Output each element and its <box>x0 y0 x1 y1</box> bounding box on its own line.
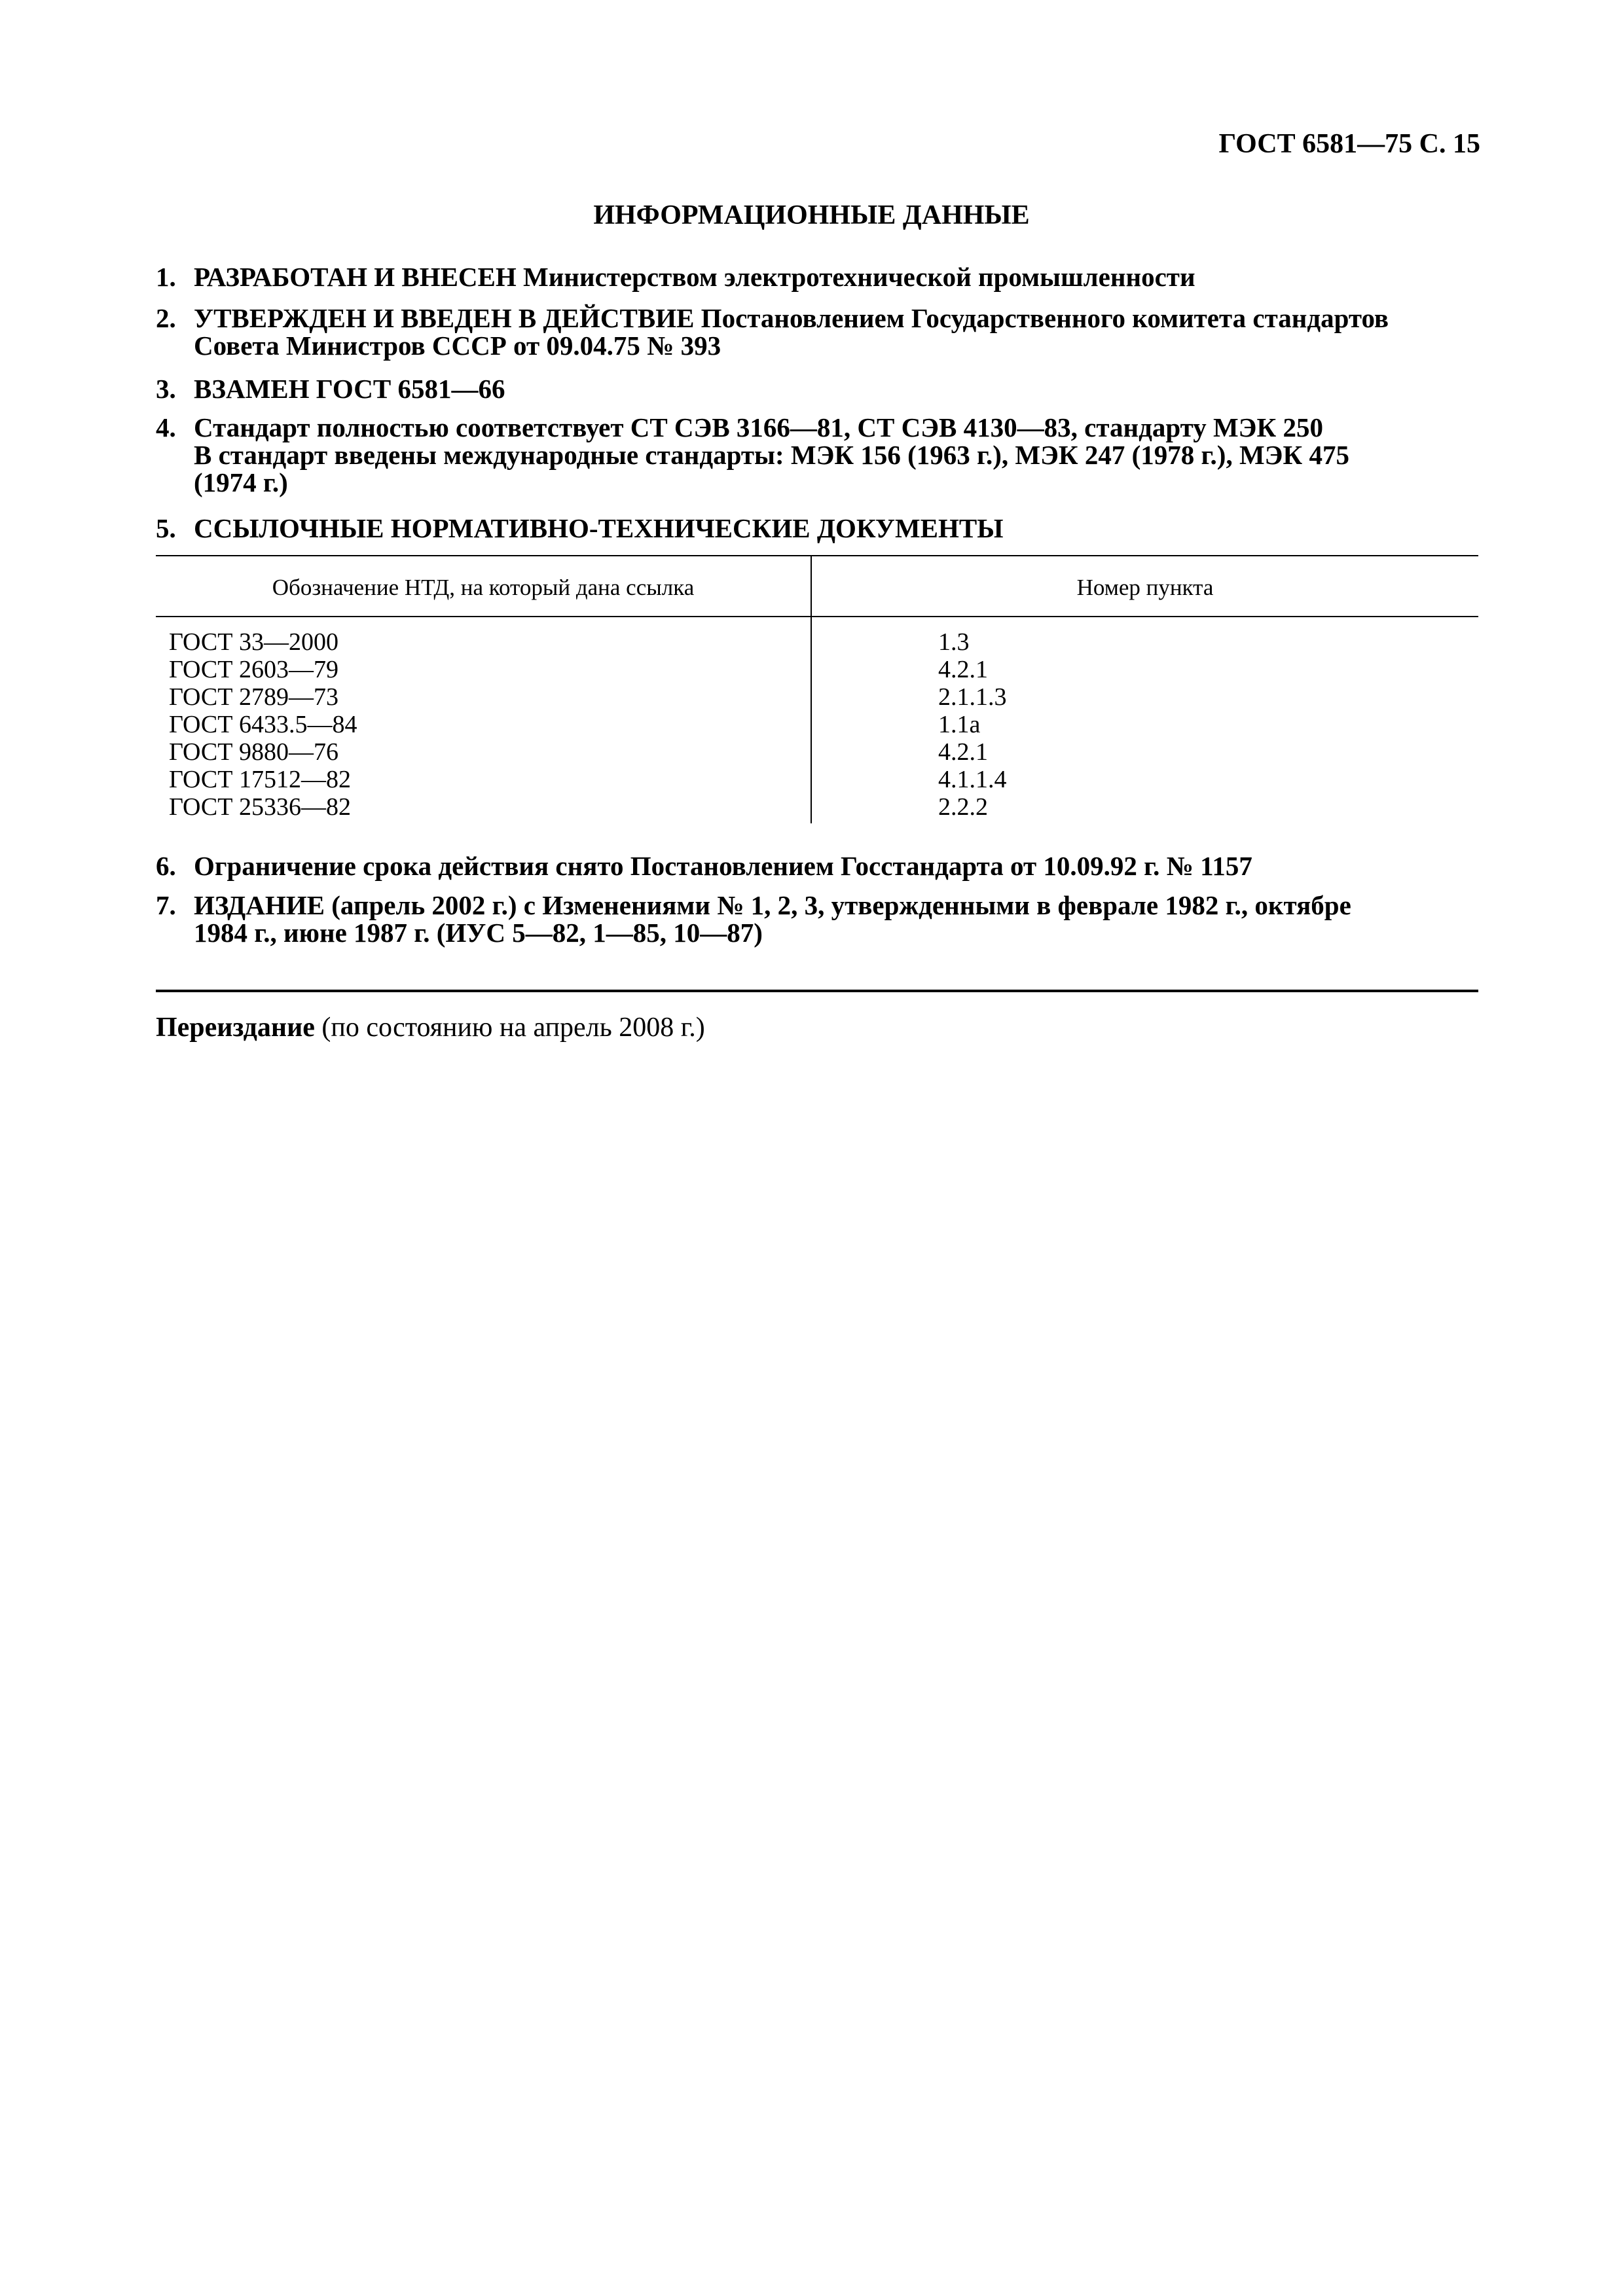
info-item-6 <box>156 852 1478 880</box>
item-text: РАЗРАБОТАН И ВНЕСЕН Министерством электротехнической промышленности <box>194 262 1195 292</box>
reissue-note <box>156 1012 705 1043</box>
item-number: 1. <box>156 262 176 292</box>
table-cell-clause: 2.2.2 <box>938 793 988 821</box>
table-cell-clause: 2.1.1.3 <box>938 683 1007 711</box>
table-cell-clause: 1.3 <box>938 628 970 656</box>
table-cell-document: ГОСТ 9880—76 <box>169 738 338 766</box>
table-row <box>156 656 1478 683</box>
item-text-continuation: (1974 г.) <box>194 467 288 497</box>
reissue-text: (по состоянию на апрель 2008 г.) <box>314 1013 705 1043</box>
table-top-rule <box>156 555 1478 556</box>
item-number: 3. <box>156 374 176 404</box>
page-title: ИНФОРМАЦИОННЫЕ ДАННЫЕ <box>593 200 1030 230</box>
reissue-label: Переиздание <box>156 1013 315 1043</box>
item-text-continuation: В стандарт введены международные стандарты: МЭК 156 (1963 г.), МЭК 247 (1978 г.), МЭК 475 <box>194 440 1349 470</box>
info-item-2 <box>156 304 1478 359</box>
item-text: Ограничение срока действия снято Постановлением Госстандарта от 10.09.92 г. № 1157 <box>194 851 1252 881</box>
item-text: ИЗДАНИЕ (апрель 2002 г.) с Изменениями № 1, 2, 3, утвержденными в феврале 1982 г., октябре <box>194 890 1351 920</box>
info-item-7 <box>156 891 1478 946</box>
info-item-1 <box>156 263 1478 291</box>
table-row <box>156 628 1478 656</box>
table-cell-document: ГОСТ 33—2000 <box>169 628 338 656</box>
item-text-continuation: Совета Министров СССР от 09.04.75 № 393 <box>194 331 721 361</box>
item-text: УТВЕРЖДЕН И ВВЕДЕН В ДЕЙСТВИЕ Постановлением Государственного комитета стандартов <box>194 303 1389 333</box>
table-cell-document: ГОСТ 2789—73 <box>169 683 338 711</box>
item-number: 6. <box>156 851 176 881</box>
table-header-document: Обозначение НТД, на который дана ссылка <box>272 575 695 600</box>
table-row <box>156 711 1478 738</box>
table-cell-document: ГОСТ 25336—82 <box>169 793 351 821</box>
table-cell-clause: 4.2.1 <box>938 738 988 766</box>
item-number: 7. <box>156 890 176 920</box>
table-cell-clause: 4.2.1 <box>938 656 988 683</box>
table-row <box>156 766 1478 793</box>
table-row <box>156 738 1478 766</box>
table-row <box>156 683 1478 711</box>
info-item-3 <box>156 375 1478 403</box>
item-text: ВЗАМЕН ГОСТ 6581—66 <box>194 374 505 404</box>
item-number: 2. <box>156 303 176 333</box>
table-cell-clause: 4.1.1.4 <box>938 766 1007 793</box>
item-text-continuation: 1984 г., июне 1987 г. (ИУС 5—82, 1—85, 10—87) <box>194 918 763 948</box>
table-body <box>156 628 1478 821</box>
info-item-5 <box>156 514 1478 542</box>
item-text: ССЫЛОЧНЫЕ НОРМАТИВНО-ТЕХНИЧЕСКИЕ ДОКУМЕНТЫ <box>194 513 1004 543</box>
table-cell-document: ГОСТ 17512—82 <box>169 766 351 793</box>
reference-table <box>156 555 1478 823</box>
page-header: ГОСТ 6581—75 С. 15 <box>1218 129 1480 159</box>
table-row <box>156 793 1478 821</box>
info-item-4 <box>156 414 1478 496</box>
item-number: 4. <box>156 412 176 442</box>
table-cell-document: ГОСТ 2603—79 <box>169 656 338 683</box>
item-number: 5. <box>156 513 176 543</box>
table-cell-document: ГОСТ 6433.5—84 <box>169 711 357 738</box>
table-header-rule <box>156 616 1478 617</box>
section-divider <box>156 990 1478 992</box>
item-text: Стандарт полностью соответствует СТ СЭВ 3166—81, СТ СЭВ 4130—83, стандарту МЭК 250 <box>194 412 1323 442</box>
table-header-clause: Номер пункта <box>1076 575 1214 600</box>
table-cell-clause: 1.1а <box>938 711 981 738</box>
